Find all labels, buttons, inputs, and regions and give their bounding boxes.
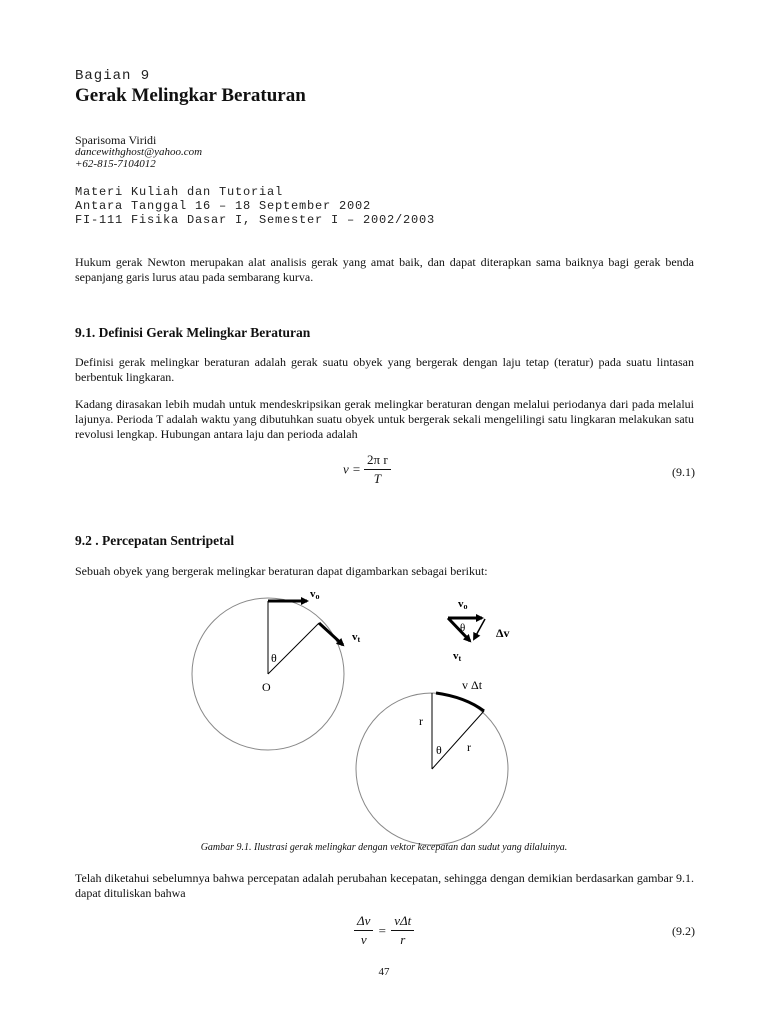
label-r-diagonal: r: [467, 740, 471, 754]
equation-numerator: 2π r: [364, 452, 391, 470]
label-v0: vo: [310, 588, 320, 601]
paragraph: Sebuah obyek yang bergerak melingkar beraturan dapat digambarkan sebagai berikut:: [75, 564, 488, 578]
equation-denominator: r: [400, 932, 406, 947]
label-tri-dv: Δv: [496, 626, 510, 640]
part-label: Bagian 9: [75, 68, 151, 84]
section-heading-9-1: 9.1. Definisi Gerak Melingkar Beraturan: [75, 325, 311, 340]
label-vt: vt: [352, 631, 361, 644]
equation-numerator: vΔt: [391, 913, 414, 931]
equation-numerator: Δv: [354, 913, 373, 931]
label-origin: O: [262, 680, 271, 694]
triangle-dv-arrow: [474, 619, 485, 639]
equation-denominator: T: [373, 471, 381, 486]
equation-fraction-right: [391, 913, 414, 948]
label-tri-v0: vo: [458, 598, 468, 611]
course-line: FI-111 Fisika Dasar I, Semester I – 2002/2003: [75, 213, 436, 227]
radius-diagonal: [268, 623, 319, 674]
equation-fraction-left: [354, 913, 373, 948]
arc-segment: [436, 693, 484, 711]
page-number: 47: [378, 966, 390, 978]
label-theta-right: θ: [436, 743, 442, 757]
intro-paragraph: Hukum gerak Newton merupakan alat analisis gerak yang amat baik, dan dapat diterapkan sama baiknya bagi gerak benda sepanjang garis lurus atau pada sembarang kurva.: [75, 255, 694, 284]
equation-9-2: [354, 913, 414, 948]
equation-number: (9.1): [672, 465, 695, 479]
label-r-vertical: r: [419, 714, 423, 728]
equation-denominator: v: [360, 932, 367, 947]
radius-diagonal-right: [432, 711, 484, 769]
equation-number: (9.2): [672, 924, 695, 938]
equation-lhs: v =: [343, 461, 361, 477]
section-heading-9-2: 9.2 . Percepatan Sentripetal: [75, 533, 235, 548]
paragraph: Definisi gerak melingkar beraturan adalah gerak suatu obyek yang bergerak dengan laju tetap (teratur) pada suatu lintasan berbentuk lingkaran.: [75, 355, 694, 384]
author-phone: +62-815-7104012: [75, 158, 156, 170]
paragraph: Telah diketahui sebelumnya bahwa percepatan adalah perubahan kecepatan, sehingga dengan demikian berdasarkan gambar 9.1. dapat dituliskan bahwa: [75, 871, 694, 900]
author-name: Sparisoma Viridi: [75, 133, 157, 147]
label-theta-left: θ: [271, 651, 277, 665]
label-arc: v Δt: [462, 678, 483, 692]
page-title: Gerak Melingkar Beraturan: [75, 85, 306, 106]
velocity-vt-arrow: [319, 623, 343, 645]
equation-equals: =: [378, 922, 386, 938]
label-tri-vt: vt: [453, 650, 462, 663]
figure-caption: Gambar 9.1. Ilustrasi gerak melingkar dengan vektor kecepatan dan sudut yang dilaluinya.: [200, 842, 568, 853]
course-line: Materi Kuliah dan Tutorial: [75, 185, 284, 199]
label-tri-theta: θ: [460, 622, 466, 634]
triangle-vt-arrow: [448, 618, 470, 641]
paragraph: Kadang dirasakan lebih mudah untuk mendeskripsikan gerak melingkar beraturan dengan melalui periodanya dari pada melalui lajunya. Perioda T adalah waktu yang dibutuhkan suatu obyek untuk bergerak sekali mengelilingi satu lingkaran melakukan satu revolusi lengkap. Hubungan antara laju dan perioda adalah: [75, 397, 694, 441]
author-email: dancewithghost@yahoo.com: [75, 146, 203, 158]
course-line: Antara Tanggal 16 – 18 September 2002: [75, 199, 372, 213]
